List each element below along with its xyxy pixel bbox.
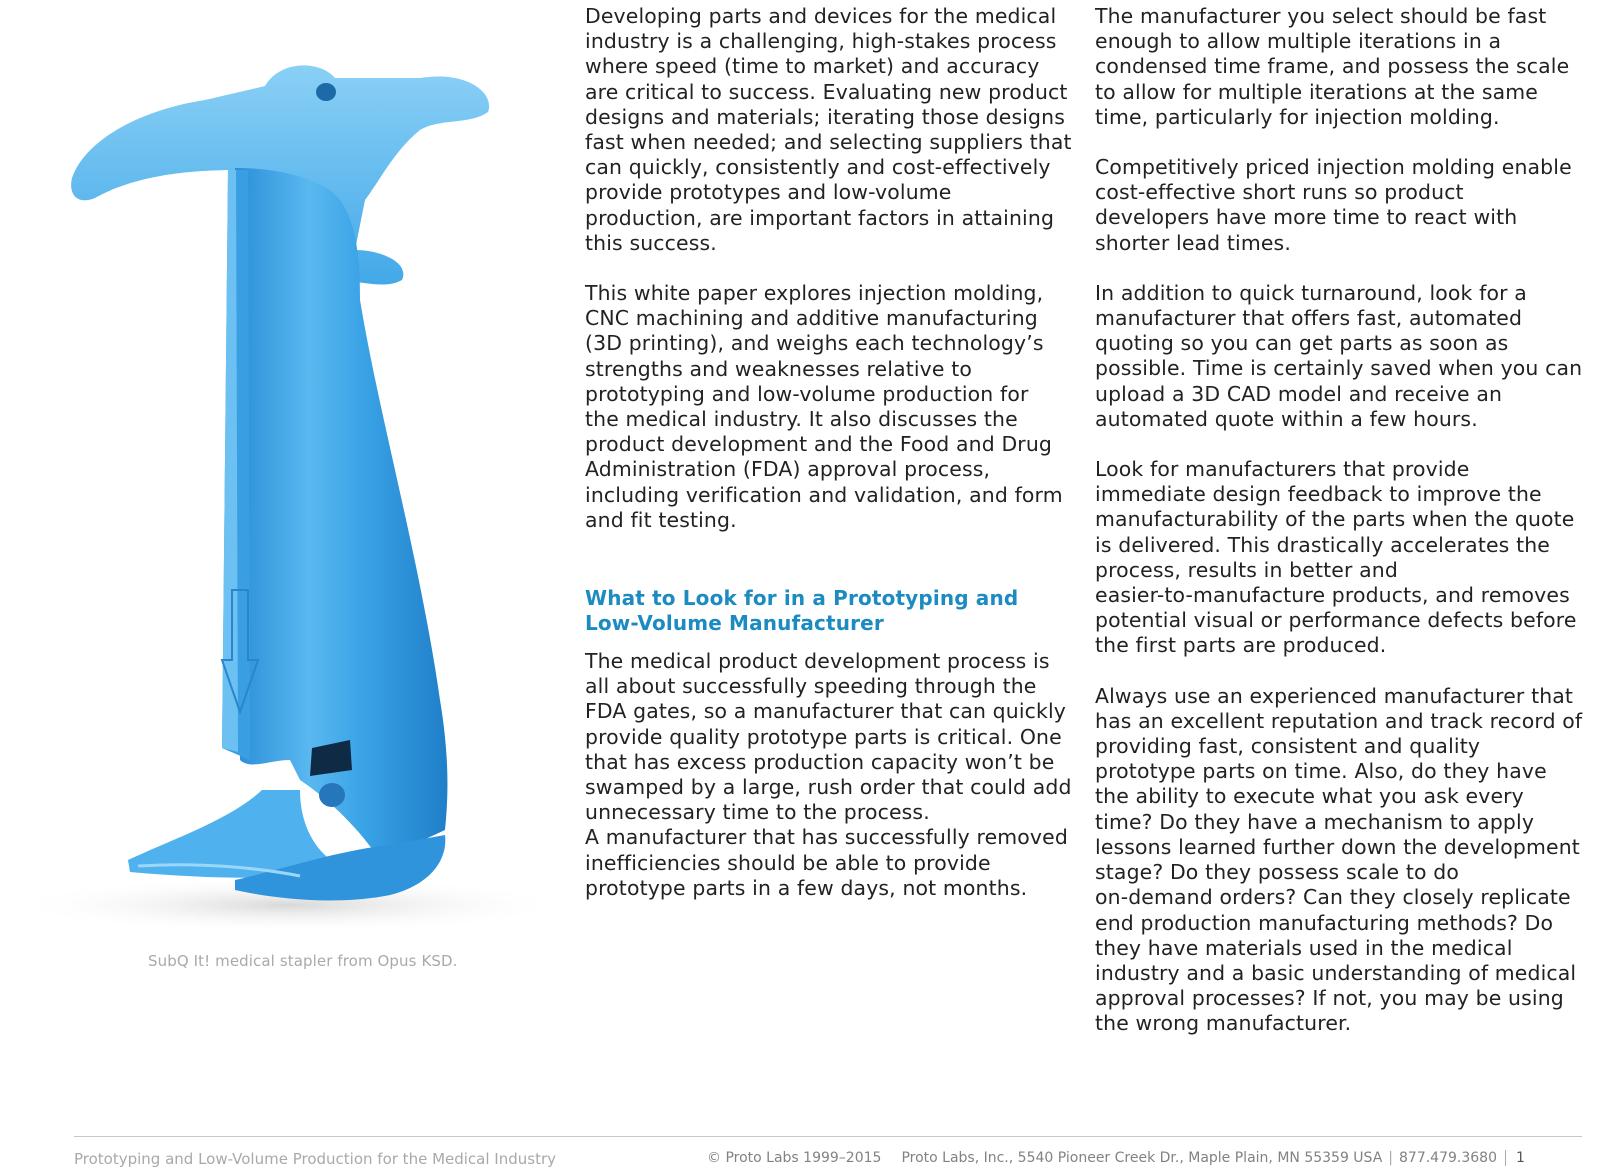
paragraph-efficiency: A manufacturer that has successfully removed inefficiencies should be able to provide prototype parts in a few days, not months. xyxy=(585,825,1068,900)
footer-title: Prototyping and Low-Volume Production for the Medical Industry xyxy=(74,1150,556,1168)
text-column-right xyxy=(1095,4,1597,1062)
footer-divider xyxy=(74,1136,1582,1137)
stapler-image xyxy=(0,0,560,940)
footer-address: Proto Labs, Inc., 5540 Pioneer Creek Dr., Maple Plain, MN 55359 USA xyxy=(901,1150,1383,1166)
footer-info: © Proto Labs 1999–2015 Proto Labs, Inc., 5540 Pioneer Creek Dr., Maple Plain, MN 55359 USA | 877.479.3680 1 xyxy=(707,1150,1525,1166)
paragraph-process: The medical product development process is all about successfully speeding through the FDA gates, so a manufacturer that can quickly provide quality prototype parts is critical. One that has excess production capacity won’t be swamped by a large, rush order that could add unnecessary time to the process. xyxy=(585,649,1072,825)
figure-caption: SubQ It! medical stapler from Opus KSD. xyxy=(148,952,458,970)
paragraph-iterations: The manufacturer you select should be fast enough to allow multiple iterations in a condensed time frame, and possess the scale to allow for multiple iterations at the same time, particularly for injection molding. xyxy=(1095,4,1570,129)
product-figure xyxy=(0,0,560,1000)
paragraph-overview: This white paper explores injection molding, CNC machining and additive manufacturing (3D printing), and weighs each technology’s strengths and weaknesses relative to prototyping and low-volume production for the medical industry. It also discusses the product development and the Food and Drug Administration (FDA) approval process, including verification and validation, and form and fit testing. xyxy=(585,281,1063,532)
section-heading: What to Look for in a Prototyping and Low-Volume Manufacturer xyxy=(585,586,1019,636)
paragraph-intro: Developing parts and devices for the medical industry is a challenging, high-stakes process where speed (time to market) and accuracy are critical to success. Evaluating new product designs and materials; iterating those designs fast when needed; and selecting suppliers that can quickly, consistently and cost-effectively provide prototypes and low-volume production, are important factors in attaining this success. xyxy=(585,4,1072,255)
paragraph-pricing: Competitively priced injection molding enable cost-effective short runs so product developers have more time to react with shorter lead times. xyxy=(1095,155,1572,255)
paragraph-quoting: In addition to quick turnaround, look for a manufacturer that offers fast, automated quoting so you can get parts as soon as possible. Time is certainly saved when you can upload a 3D CAD model and receive an automated quote within a few hours. xyxy=(1095,280,1583,431)
paragraph-design-feedback: Look for manufacturers that provide immediate design feedback to improve the manufacturability of the parts when the quote is delivered. This drastically accelerates the process, results in better and easier-to-manufacture products, and removes potential visual or performance defects before the first parts are produced. xyxy=(1095,457,1577,658)
footer-phone: 877.479.3680 xyxy=(1399,1150,1497,1166)
paragraph-experience: Always use an experienced manufacturer that has an excellent reputation and track record of providing fast, consistent and quality prototype parts on time. Also, do they have the ability to execute what you ask every time? Do they have a mechanism to apply lessons learned further down the development stage? Do they possess scale to do on-demand orders? Can they closely replicate end production manufacturing methods? Do they have materials used in the medical industry and a basic understanding of medical approval processes? If not, you may be using the wrong manufacturer. xyxy=(1095,683,1583,1036)
page-number: 1 xyxy=(1505,1150,1525,1166)
text-column-left xyxy=(585,4,1085,926)
footer-copyright: © Proto Labs 1999–2015 xyxy=(707,1150,882,1166)
